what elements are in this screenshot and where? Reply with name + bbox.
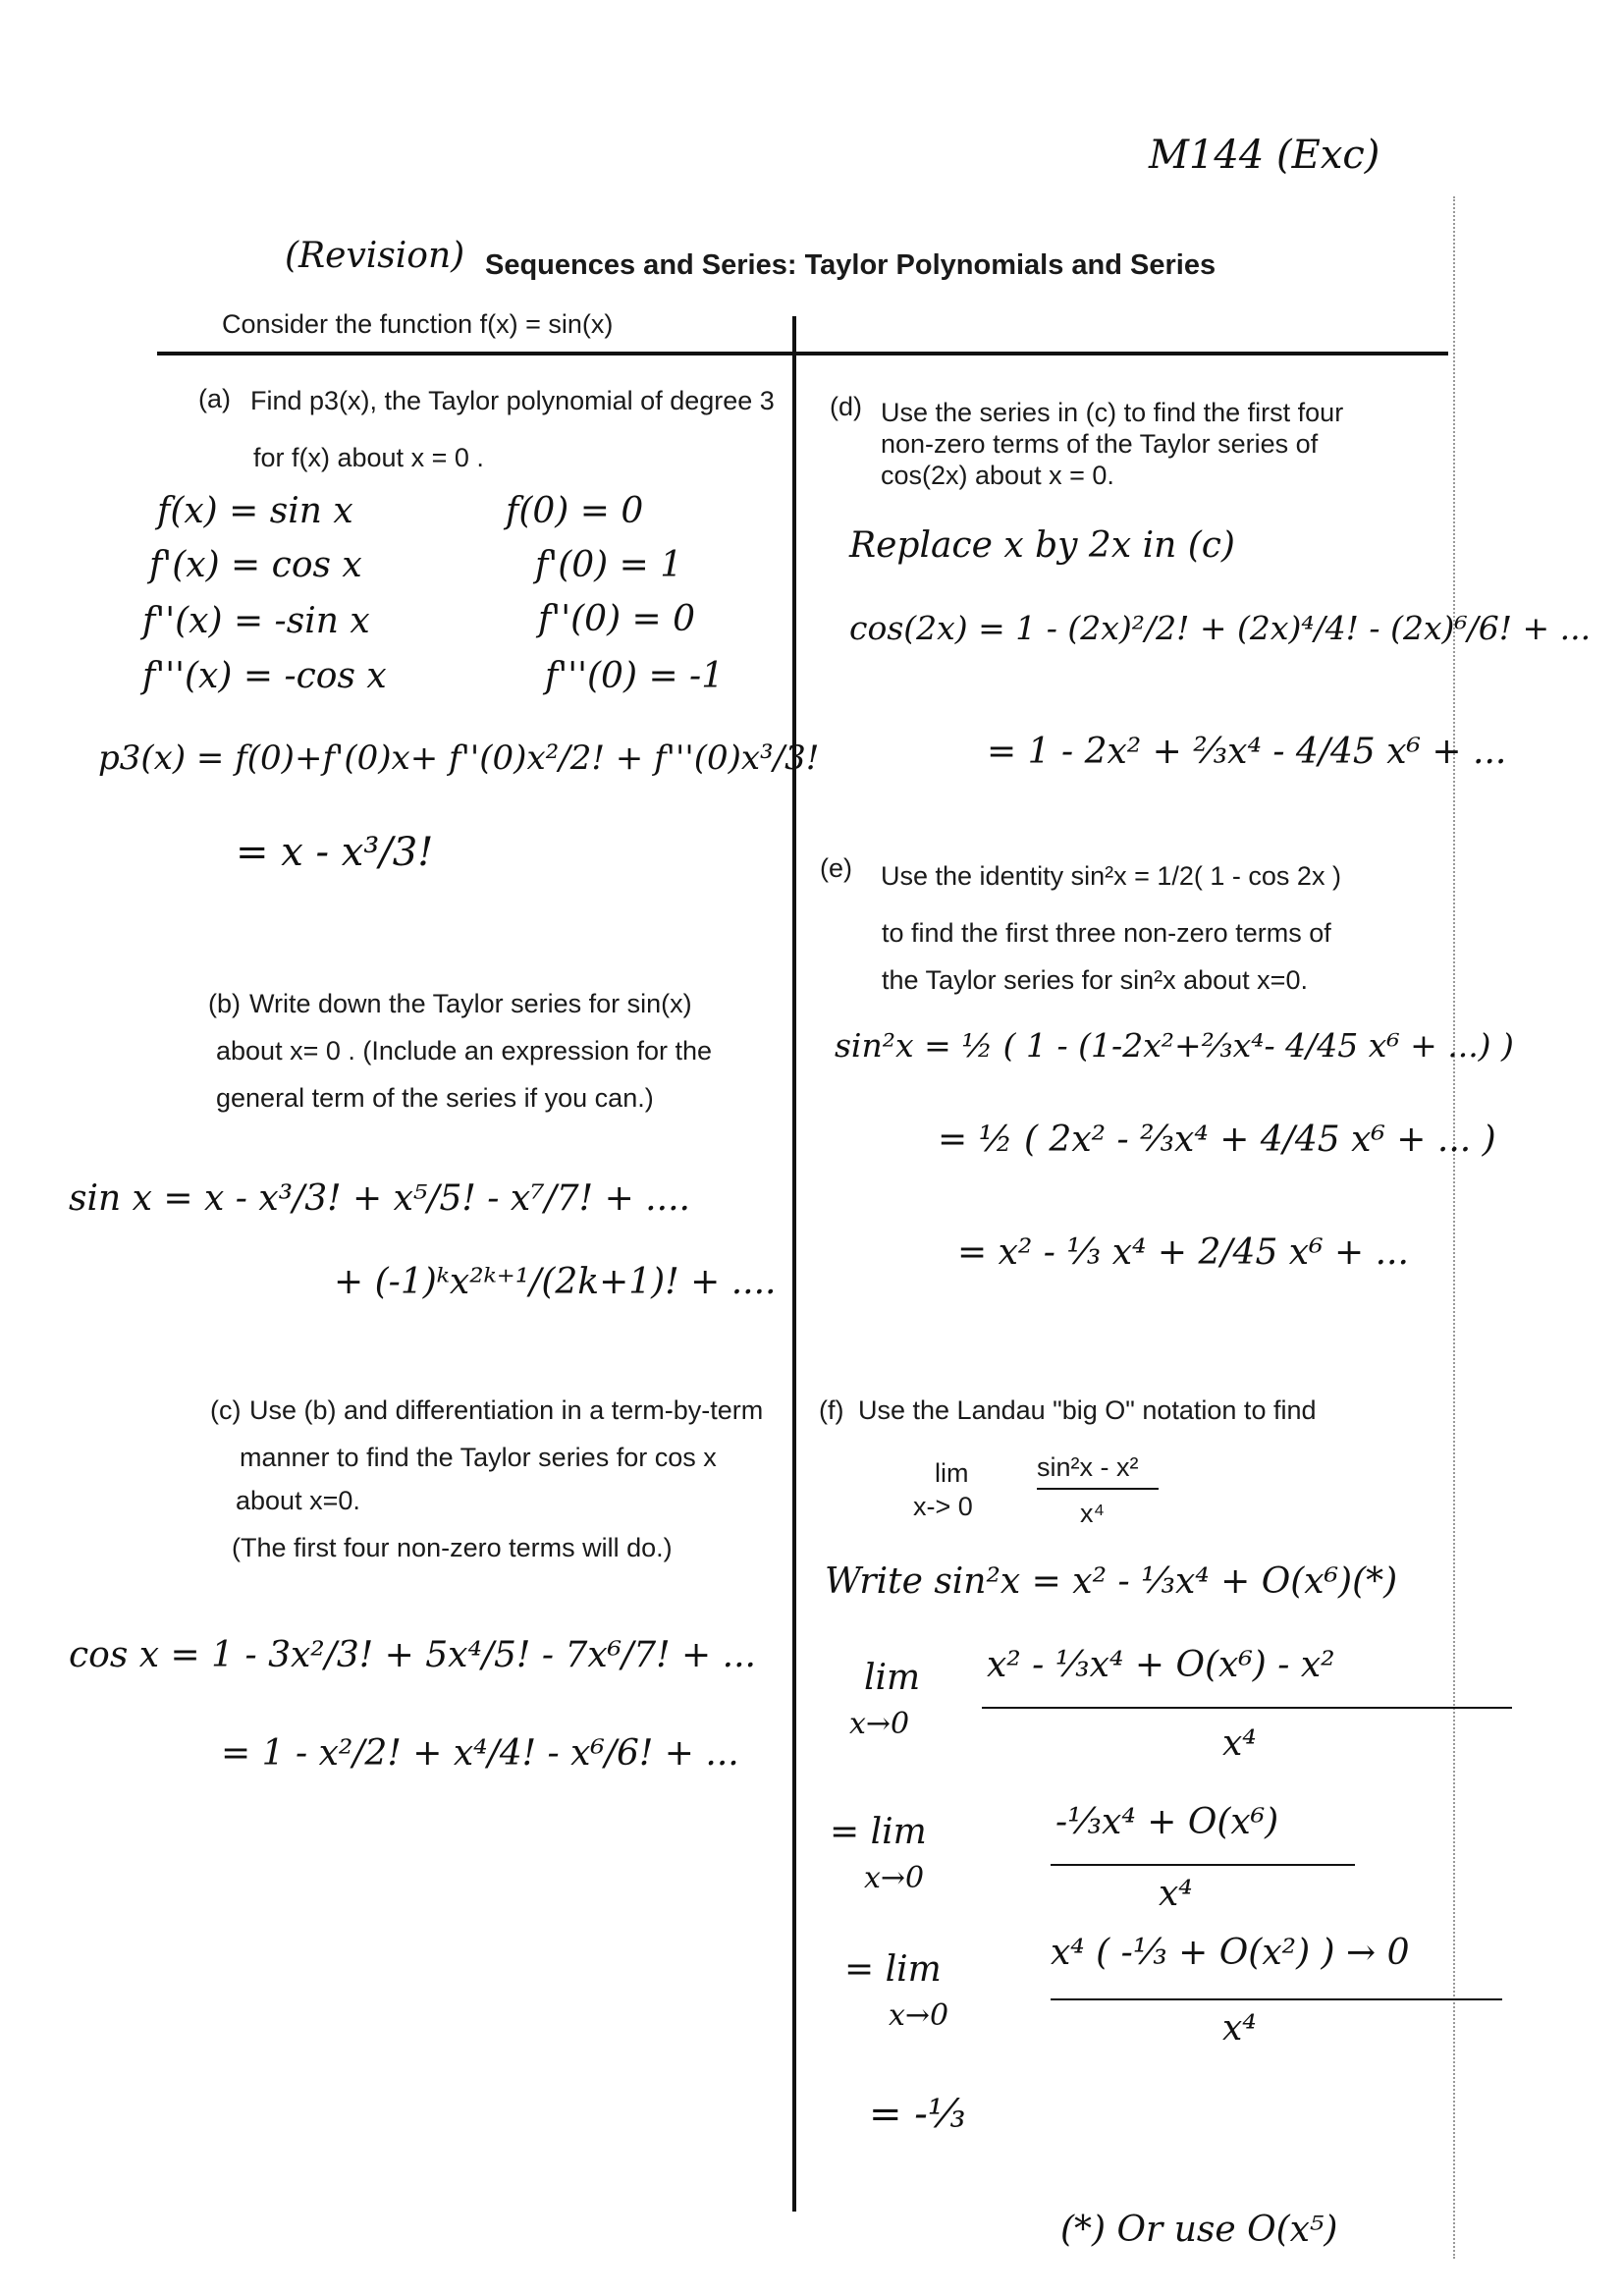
part-d-question-line3: cos(2x) about x = 0. — [881, 461, 1114, 490]
part-f-work-footnote: (*) Or use O(x⁵) — [1060, 2210, 1338, 2250]
part-f-work-num3: x⁴ ( -⅓ + O(x²) ) → 0 — [1051, 1933, 1410, 1973]
part-a-work-f: f(x) = sin x — [157, 491, 353, 531]
part-f-frac-bar — [1037, 1488, 1159, 1490]
part-e-label: (e) — [820, 853, 852, 883]
part-a-work-f1-0: f'(0) = 1 — [535, 545, 683, 585]
header-rule — [157, 352, 1448, 355]
part-b-work-series: sin x = x - x³/3! + x⁵/5! - x⁷/7! + .... — [69, 1178, 690, 1219]
part-d-label: (d) — [830, 392, 862, 421]
part-a-work-p3: p3(x) = f(0)+f'(0)x+ f''(0)x²/2! + f'''(0)x³/3! — [98, 738, 820, 778]
part-e-question-line2: to find the first three non-zero terms of — [882, 918, 1331, 948]
part-f-work-bar2 — [1051, 1864, 1355, 1866]
part-b-label: (b) — [208, 989, 241, 1018]
part-f-work-answer: = -⅓ — [869, 2092, 966, 2137]
part-c-question-line3: about x=0. — [236, 1486, 360, 1515]
part-a-question-line1: Find p3(x), the Taylor polynomial of degree 3 — [250, 386, 775, 415]
part-a-work-f2-0: f''(0) = 0 — [538, 599, 696, 639]
part-e-question-line3: the Taylor series for sin²x about x=0. — [882, 965, 1308, 995]
part-a-work-f2: f''(x) = -sin x — [142, 601, 370, 641]
course-tag: M144 (Exc) — [1149, 133, 1380, 178]
part-b-question-line1: Write down the Taylor series for sin(x) — [249, 989, 692, 1018]
part-f-work-num2: -⅓x⁴ + O(x⁶) — [1055, 1802, 1279, 1842]
part-f-work-lim3-sub: x→0 — [889, 1998, 949, 2033]
part-f-work-write: Write sin²x = x² - ⅓x⁴ + O(x⁶)(*) — [825, 1561, 1398, 1602]
part-f-work-lim2: = lim — [830, 1812, 927, 1852]
part-e-work-line3: = x² - ⅓ x⁴ + 2/45 x⁶ + ... — [957, 1232, 1409, 1273]
part-f-work-den2: x⁴ — [1159, 1874, 1193, 1914]
part-d-work-result: = 1 - 2x² + ⅔x⁴ - 4/45 x⁶ + ... — [987, 732, 1507, 772]
part-a-question-line2: for f(x) about x = 0 . — [253, 443, 484, 472]
revision-tag: (Revision) — [285, 236, 465, 276]
part-a-work-f0: f(0) = 0 — [506, 491, 644, 531]
page-title: Sequences and Series: Taylor Polynomials and Series — [485, 249, 1216, 281]
part-a-work-f3: f'''(x) = -cos x — [142, 656, 387, 696]
part-f-work-den3: x⁴ — [1222, 2008, 1257, 2049]
part-d-work-replace: Replace x by 2x in (c) — [849, 525, 1235, 566]
part-c-question-line1: Use (b) and differentiation in a term-by-term — [249, 1395, 764, 1425]
part-e-work-line1: sin²x = ½ ( 1 - (1-2x²+⅔x⁴- 4/45 x⁶ + ...) ) — [835, 1026, 1514, 1065]
part-b-question-line2: about x= 0 . (Include an expression for the — [216, 1036, 713, 1066]
part-f-work-num1: x² - ⅓x⁴ + O(x⁶) - x² — [987, 1645, 1335, 1685]
right-margin-line — [1453, 196, 1455, 2259]
part-f-work-den1: x⁴ — [1222, 1723, 1257, 1764]
part-d-question-line2: non-zero terms of the Taylor series of — [881, 429, 1319, 459]
part-d-question-line1: Use the series in (c) to find the first four — [881, 398, 1344, 427]
part-f-work-lim2-sub: x→0 — [864, 1861, 925, 1895]
part-c-work-derivative: cos x = 1 - 3x²/3! + 5x⁴/5! - 7x⁶/7! + ... — [69, 1635, 756, 1675]
intro-text: Consider the function f(x) = sin(x) — [222, 309, 614, 339]
part-c-work-result: = 1 - x²/2! + x⁴/4! - x⁶/6! + ... — [221, 1733, 739, 1774]
part-f-work-bar3 — [1051, 1998, 1502, 2000]
column-divider — [792, 316, 796, 2212]
part-f-work-lim3: = lim — [844, 1949, 942, 1990]
part-f-work-bar1 — [982, 1707, 1512, 1709]
part-e-question-line1: Use the identity sin²x = 1/2( 1 - cos 2x ) — [881, 861, 1341, 891]
part-f-question-line1: Use the Landau "big O" notation to find — [858, 1395, 1317, 1425]
part-a-work-f1: f'(x) = cos x — [149, 545, 362, 585]
part-f-frac-num: sin²x - x² — [1037, 1452, 1139, 1482]
part-a-work-f3-0: f'''(0) = -1 — [545, 656, 725, 696]
part-f-lim-word: lim — [935, 1458, 969, 1488]
part-a-work-result: = x - x³/3! — [236, 830, 434, 875]
part-c-question-line2: manner to find the Taylor series for cos x — [240, 1443, 717, 1472]
part-b-question-line3: general term of the series if you can.) — [216, 1083, 654, 1113]
part-c-label: (c) — [210, 1395, 242, 1425]
part-f-label: (f) — [819, 1395, 844, 1425]
part-d-work-cos2x: cos(2x) = 1 - (2x)²/2! + (2x)⁴/4! - (2x)⁶/6! + ... — [849, 609, 1592, 647]
part-f-work-lim1: lim — [864, 1658, 921, 1698]
part-b-work-general: + (-1)ᵏx²ᵏ⁺¹/(2k+1)! + .... — [334, 1262, 777, 1302]
part-a-label: (a) — [198, 384, 231, 413]
part-c-question-line4: (The first four non-zero terms will do.) — [232, 1533, 673, 1562]
part-f-work-lim1-sub: x→0 — [849, 1707, 910, 1741]
part-e-work-line2: = ½ ( 2x² - ⅔x⁴ + 4/45 x⁶ + ... ) — [938, 1120, 1496, 1160]
part-f-lim-sub: x-> 0 — [913, 1492, 973, 1521]
part-f-frac-den: x⁴ — [1080, 1499, 1106, 1528]
